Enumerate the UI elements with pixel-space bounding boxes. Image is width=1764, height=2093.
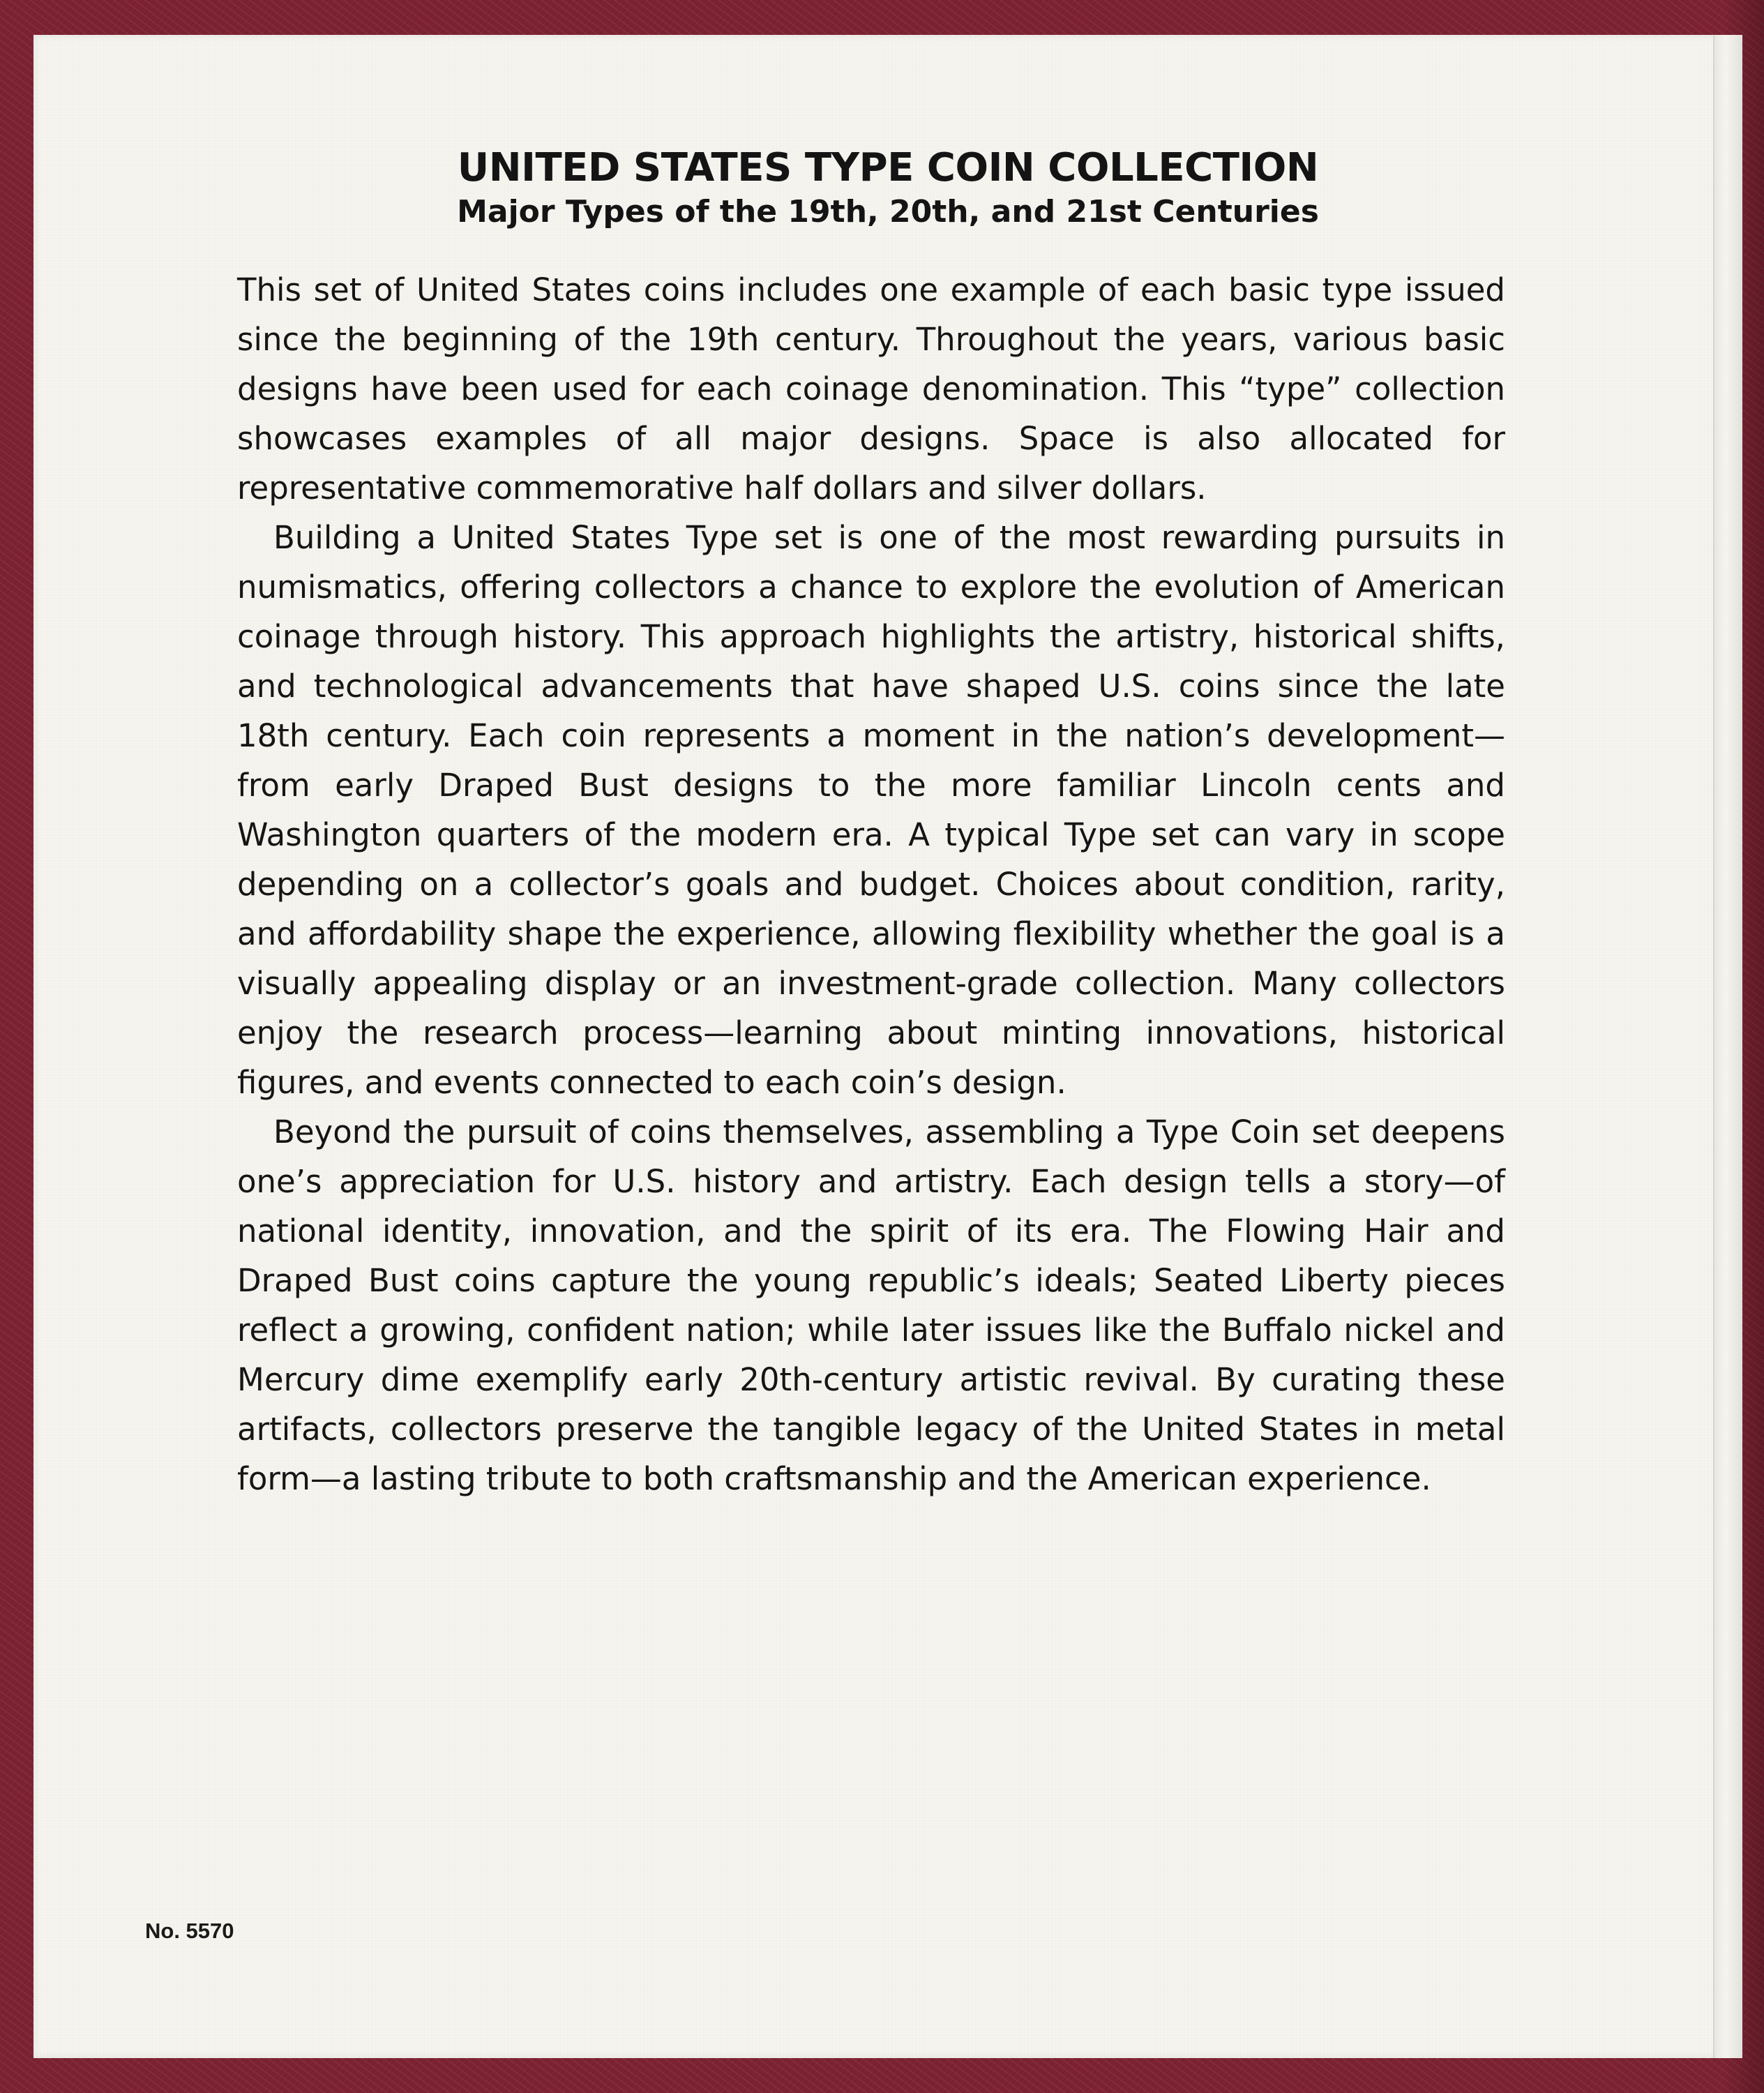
paragraph-beyond-coins: Beyond the pursuit of coins themselves, assembling a Type Coin set deepens one’s appreciation for U.S. history and artistry. Each design tells a story—of national identity, innovation, and the spirit of its era. The Flowing Hair and Draped Bust coins capture the young republic’s ideals; Seated Liberty pieces reflect a growing, confident nation; while later issues like the Buffalo nickel and Mercury dime exemplify early 20th-century artistic revival. By curating these artifacts, collectors preserve the tangible legacy of the United States in metal form—a lasting tribute to both craftsmanship and the American experience. [237,1113,1505,1497]
label-fold-strip [1713,35,1742,2058]
paragraph-intro: This set of United States coins includes one example of each basic type issued since the beginning of the 19th century. Throughout the years, various basic designs have been used for each coinage denomination. This “type” collection showcases examples of all major designs. Space is also allocated for representative commemorative half dollars and silver dollars. [237,271,1505,507]
document-subtitle: Major Types of the 19th, 20th, and 21st Centuries [457,194,1319,230]
document-title: UNITED STATES TYPE COIN COLLECTION [457,145,1319,190]
paragraph-building-set: Building a United States Type set is one of the most rewarding pursuits in numismatics, offering collectors a chance to explore the evolution of American coinage through history. This approach highlights the artistry, historical shifts, and technological advancements that have shaped U.S. coins since the late 18th century. Each coin represents a moment in the nation’s development—from early Draped Bust designs to the more familiar Lincoln cents and Washington quarters of the modern era. A typical Type set can vary in scope depending on a collector’s goals and budget. Choices about condition, rarity, and affordability shape the experience, allowing flexibility whether the goal is a visually appealing display or an investment-grade collection. Many collectors enjoy the research process—learning about minting innovations, historical figures, and events connected to each coin’s design. [237,519,1505,1101]
back-cover-label [33,35,1742,2058]
body-text [237,265,1505,1503]
catalog-number: No. 5570 [145,1919,234,1943]
